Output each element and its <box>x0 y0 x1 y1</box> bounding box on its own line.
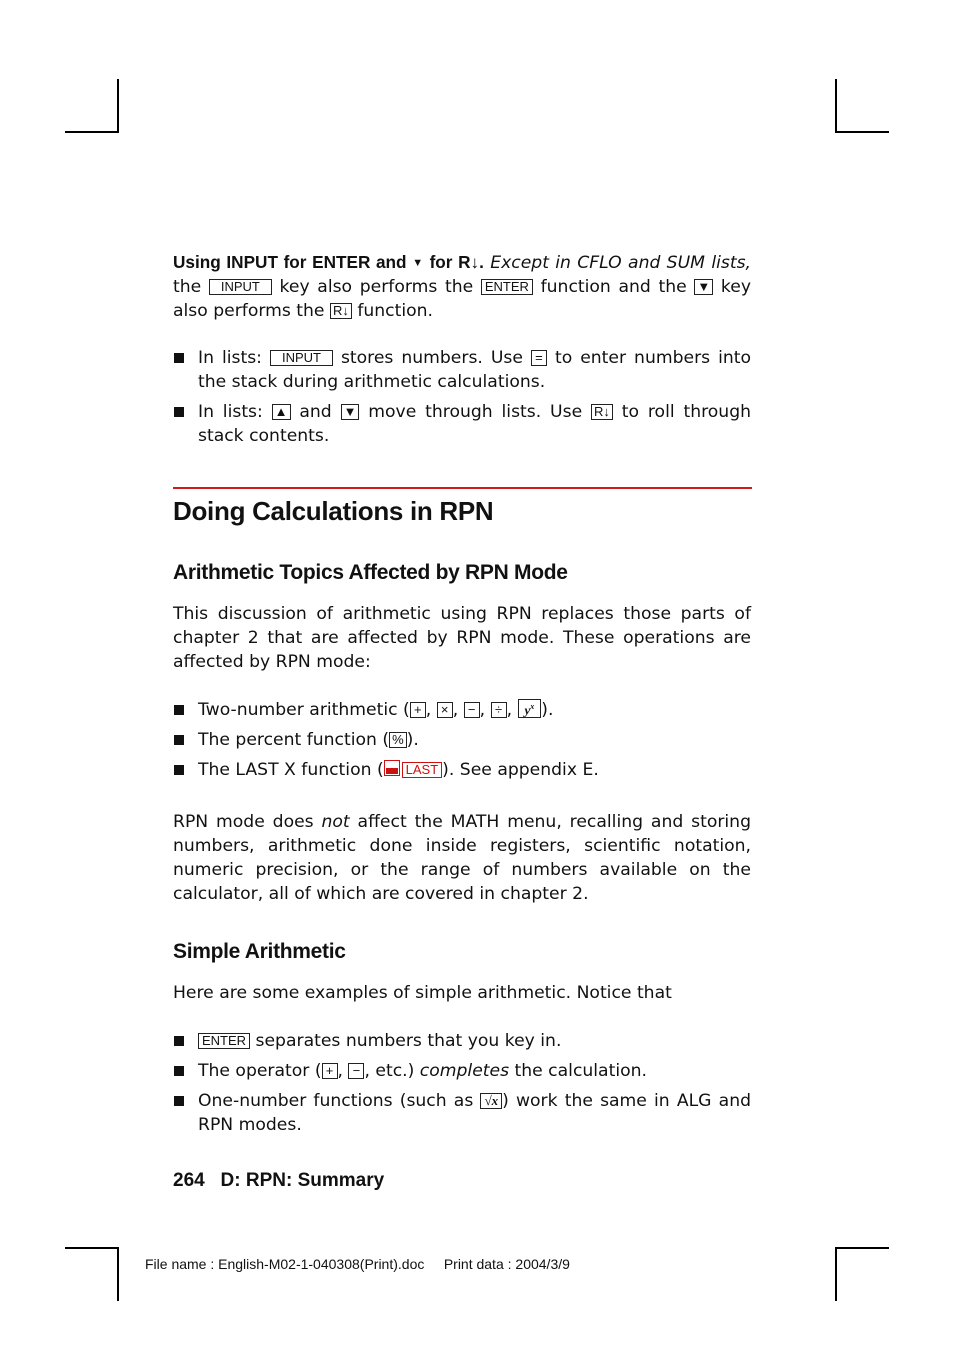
list-item: The percent function ( % ). <box>173 728 751 752</box>
list-bullets <box>173 346 751 448</box>
list-item: In lists: INPUT stores numbers. Use = to enter numbers into the stack during arithmetic calculations. <box>173 346 751 394</box>
plus-key: + <box>410 702 426 718</box>
shift-icon <box>384 760 400 776</box>
section-rule <box>173 487 752 489</box>
subsection-title: Simple Arithmetic <box>173 940 346 963</box>
list-item: One-number functions (such as √x ) work the same in ALG and RPN modes. <box>173 1089 751 1137</box>
last-key: LAST <box>402 762 443 778</box>
sub1-bullets <box>173 698 751 782</box>
down-arrow-key: ▼ <box>341 404 360 420</box>
list-item: Two-number arithmetic ( + , × , − , ÷ , $y^x$ ). <box>173 698 751 722</box>
sub1-title-wrap <box>173 561 751 585</box>
intro-paragraph: Using INPUT for ENTER and ▼ for R↓. Except in CFLO and SUM lists, the INPUT key also performs the ENTER function and the ▼ key also performs the R↓ function. <box>173 252 752 321</box>
plus-key: + <box>322 1063 338 1079</box>
sqrt-key: √x <box>480 1093 502 1109</box>
file-info: File name : English-M02-1-040308(Print).doc Print data : 2004/3/9 <box>145 1256 570 1272</box>
minus-key: − <box>464 702 480 718</box>
sub1-paragraph: This discussion of arithmetic using RPN replaces those parts of chapter 2 that are affected by RPN mode. These operations are affected by RPN mode: <box>173 604 751 672</box>
sub2-title-wrap <box>173 940 751 964</box>
section-title: Doing Calculations in RPN <box>173 496 494 526</box>
roll-down-key: R↓ <box>330 303 352 319</box>
crop-mark <box>835 1247 837 1301</box>
crop-mark <box>835 131 889 133</box>
bullet-icon <box>174 353 184 363</box>
bullet-icon <box>174 705 184 715</box>
page-footer <box>173 1170 384 1192</box>
section-title-wrap <box>173 496 751 527</box>
crop-mark <box>117 79 119 132</box>
bullet-icon <box>174 1066 184 1076</box>
equals-key: = <box>531 350 547 366</box>
crop-mark <box>117 1247 119 1301</box>
input-key: INPUT <box>270 350 333 366</box>
input-key: INPUT <box>209 279 272 295</box>
list-item: ENTER separates numbers that you key in. <box>173 1029 751 1053</box>
minus-key: − <box>348 1063 364 1079</box>
list-item: The LAST X function ( LAST ). See appendix E. <box>173 758 751 782</box>
intro-heading: Using INPUT for ENTER and ▼ for R↓. <box>173 252 484 272</box>
crop-mark <box>835 1247 889 1249</box>
page-number: 264 <box>173 1170 205 1191</box>
crop-mark <box>65 1247 119 1249</box>
sub1-paragraph2: RPN mode does not affect the MATH menu, recalling and storing numbers, arithmetic done inside registers, scientific notation, numeric precision, or the range of numbers available on the calculator, all of which are covered in chapter 2. <box>173 812 751 904</box>
bullet-icon <box>174 735 184 745</box>
sub2-paragraph: Here are some examples of simple arithmetic. Notice that <box>173 983 672 1003</box>
power-key: $y^x$ <box>518 699 542 718</box>
sub2-bullets <box>173 1029 751 1137</box>
up-arrow-key: ▲ <box>272 404 291 420</box>
subsection-title: Arithmetic Topics Affected by RPN Mode <box>173 561 568 584</box>
crop-mark <box>835 79 837 132</box>
percent-key: % <box>389 732 407 748</box>
bullet-icon <box>174 1036 184 1046</box>
footer-title: D: RPN: Summary <box>220 1170 385 1191</box>
intro-italic: Except in CFLO and SUM lists, <box>490 253 751 273</box>
bullet-icon <box>174 765 184 775</box>
roll-down-key: R↓ <box>591 404 613 420</box>
bullet-icon <box>174 1096 184 1106</box>
times-key: × <box>437 702 453 718</box>
list-item: The operator ( + , − , etc.) completes the calculation. <box>173 1059 751 1083</box>
enter-key: ENTER <box>481 279 533 295</box>
crop-mark <box>65 131 119 133</box>
divide-key: ÷ <box>491 702 507 718</box>
down-arrow-key: ▼ <box>694 279 713 295</box>
list-item: In lists: ▲ and ▼ move through lists. Use R↓ to roll through stack contents. <box>173 400 751 448</box>
bullet-icon <box>174 407 184 417</box>
enter-key: ENTER <box>198 1033 250 1049</box>
